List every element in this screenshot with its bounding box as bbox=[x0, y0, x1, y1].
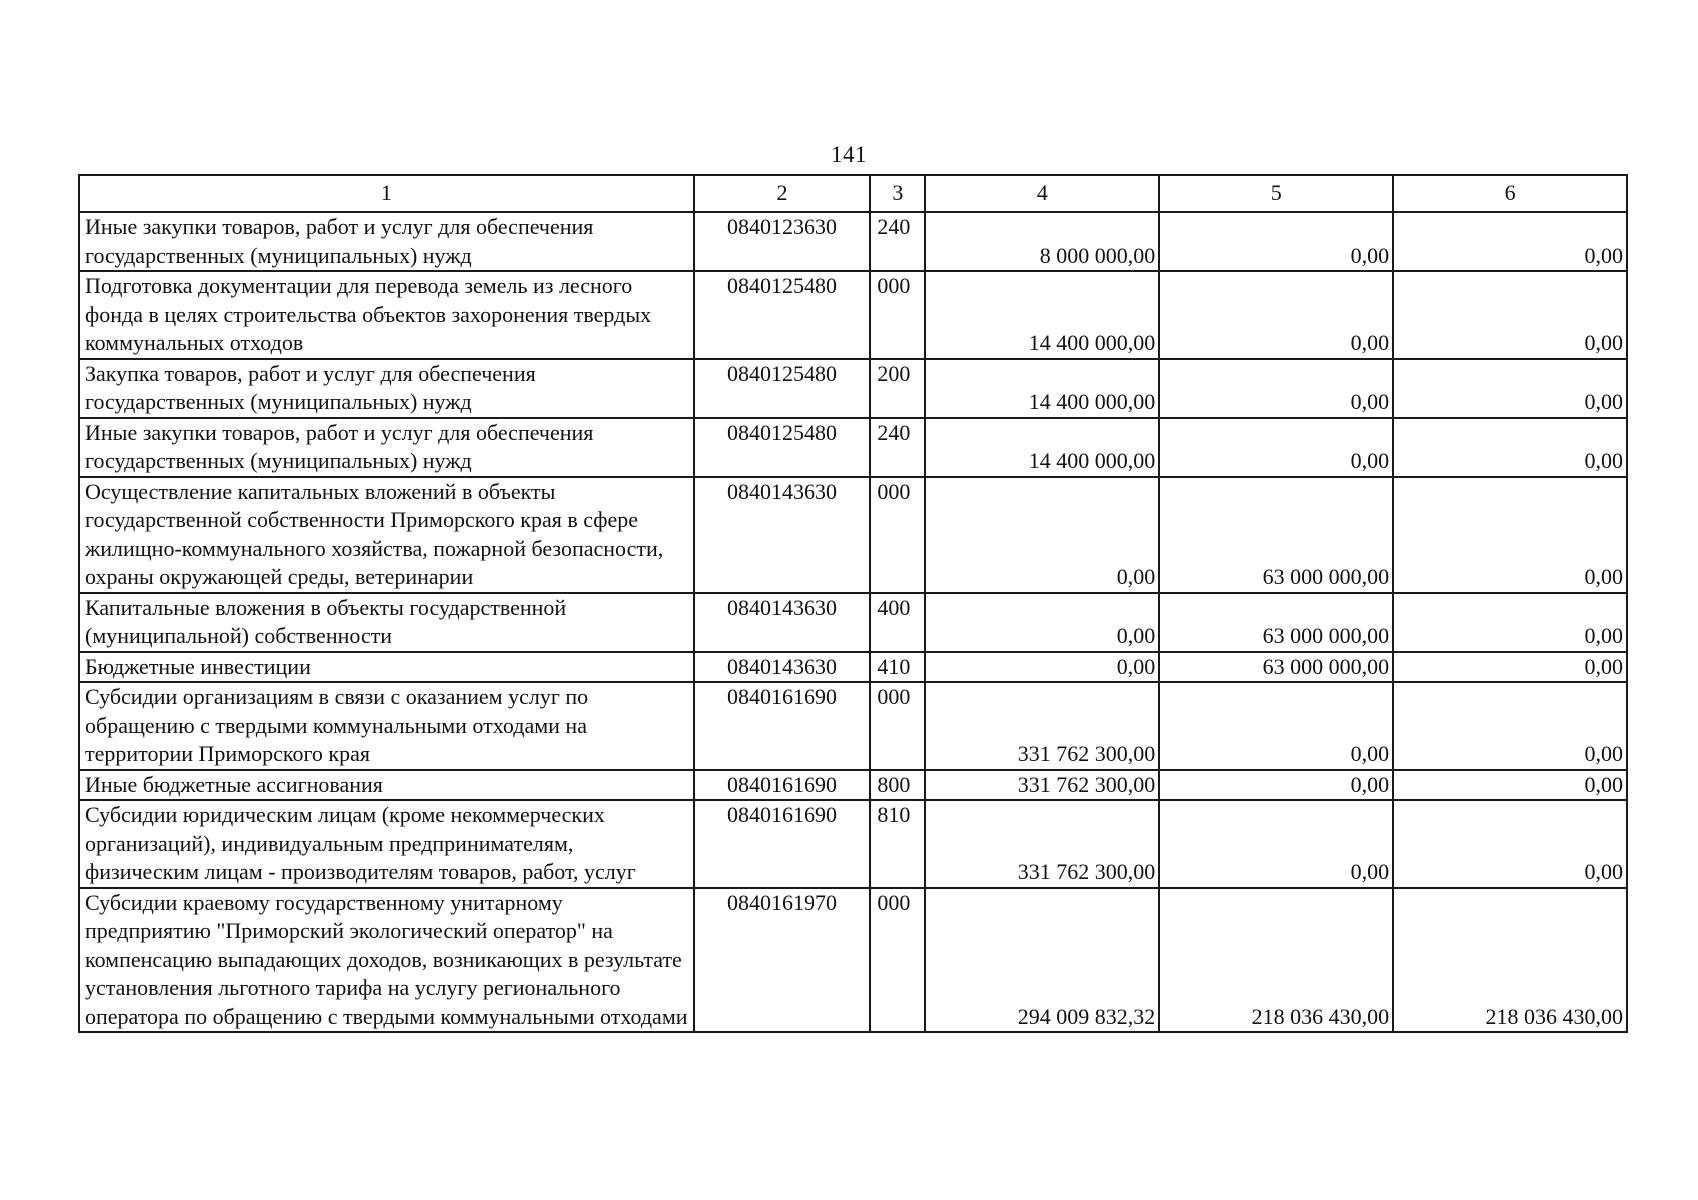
row-value-col6: 0,00 bbox=[1393, 682, 1627, 770]
row-name: Закупка товаров, работ и услуг для обеспечения государственных (муниципальных) нужд bbox=[79, 359, 694, 418]
row-code: 0840161690 bbox=[694, 682, 871, 770]
row-expense-type: 240 bbox=[870, 418, 925, 477]
row-expense-type: 400 bbox=[870, 593, 925, 652]
table-row bbox=[79, 212, 1627, 271]
table-row bbox=[79, 477, 1627, 593]
row-value-col4: 331 762 300,00 bbox=[925, 800, 1159, 888]
row-code: 0840143630 bbox=[694, 593, 871, 652]
row-value-col4: 0,00 bbox=[925, 593, 1159, 652]
row-expense-type: 240 bbox=[870, 212, 925, 271]
table-row bbox=[79, 800, 1627, 888]
row-name: Иные закупки товаров, работ и услуг для обеспечения государственных (муниципальных) нужд bbox=[79, 418, 694, 477]
row-value-col4: 0,00 bbox=[925, 652, 1159, 683]
row-code: 0840161970 bbox=[694, 888, 871, 1033]
table-row bbox=[79, 770, 1627, 801]
row-value-col4: 331 762 300,00 bbox=[925, 682, 1159, 770]
row-value-col6: 0,00 bbox=[1393, 271, 1627, 359]
row-code: 0840125480 bbox=[694, 418, 871, 477]
table-row bbox=[79, 593, 1627, 652]
page-number: 141 bbox=[831, 142, 867, 167]
header-col-2: 2 bbox=[694, 175, 871, 212]
row-expense-type: 800 bbox=[870, 770, 925, 801]
row-value-col5: 0,00 bbox=[1159, 770, 1393, 801]
row-expense-type: 410 bbox=[870, 652, 925, 683]
row-name: Субсидии организациям в связи с оказанием услуг по обращению с твердыми коммунальными отходами на территории Приморского края bbox=[79, 682, 694, 770]
row-value-col4: 14 400 000,00 bbox=[925, 418, 1159, 477]
header-col-1: 1 bbox=[79, 175, 694, 212]
row-name: Осуществление капитальных вложений в объекты государственной собственности Приморского края в сфере жилищно-коммунального хозяйства, пожарной безопасности, охраны окружающей среды, ветеринарии bbox=[79, 477, 694, 593]
row-value-col5: 218 036 430,00 bbox=[1159, 888, 1393, 1033]
row-name: Субсидии юридическим лицам (кроме некоммерческих организаций), индивидуальным предпринимателям, физическим лицам - производителям товаров, работ, услуг bbox=[79, 800, 694, 888]
row-value-col5: 0,00 bbox=[1159, 359, 1393, 418]
table-row bbox=[79, 888, 1627, 1033]
table-row bbox=[79, 418, 1627, 477]
row-value-col6: 0,00 bbox=[1393, 593, 1627, 652]
row-code: 0840161690 bbox=[694, 770, 871, 801]
row-code: 0840125480 bbox=[694, 271, 871, 359]
row-code: 0840123630 bbox=[694, 212, 871, 271]
row-code: 0840143630 bbox=[694, 477, 871, 593]
row-value-col6: 0,00 bbox=[1393, 212, 1627, 271]
row-value-col6: 0,00 bbox=[1393, 652, 1627, 683]
row-value-col6: 0,00 bbox=[1393, 770, 1627, 801]
row-value-col6: 0,00 bbox=[1393, 418, 1627, 477]
table-row bbox=[79, 271, 1627, 359]
table-row bbox=[79, 682, 1627, 770]
row-value-col6: 218 036 430,00 bbox=[1393, 888, 1627, 1033]
row-value-col4: 14 400 000,00 bbox=[925, 359, 1159, 418]
header-col-3: 3 bbox=[870, 175, 925, 212]
row-name: Капитальные вложения в объекты государственной (муниципальной) собственности bbox=[79, 593, 694, 652]
row-code: 0840161690 bbox=[694, 800, 871, 888]
row-expense-type: 000 bbox=[870, 271, 925, 359]
row-code: 0840143630 bbox=[694, 652, 871, 683]
row-value-col5: 0,00 bbox=[1159, 212, 1393, 271]
row-value-col5: 63 000 000,00 bbox=[1159, 652, 1393, 683]
row-name: Иные закупки товаров, работ и услуг для обеспечения государственных (муниципальных) нужд bbox=[79, 212, 694, 271]
row-value-col4: 331 762 300,00 bbox=[925, 770, 1159, 801]
row-value-col5: 63 000 000,00 bbox=[1159, 477, 1393, 593]
row-expense-type: 810 bbox=[870, 800, 925, 888]
header-row bbox=[79, 175, 1627, 212]
row-expense-type: 000 bbox=[870, 682, 925, 770]
table-row bbox=[79, 359, 1627, 418]
row-value-col6: 0,00 bbox=[1393, 359, 1627, 418]
row-name: Подготовка документации для перевода земель из лесного фонда в целях строительства объектов захоронения твердых коммунальных отходов bbox=[79, 271, 694, 359]
row-value-col4: 0,00 bbox=[925, 477, 1159, 593]
header-col-6: 6 bbox=[1393, 175, 1627, 212]
row-value-col4: 14 400 000,00 bbox=[925, 271, 1159, 359]
row-value-col4: 8 000 000,00 bbox=[925, 212, 1159, 271]
row-name: Иные бюджетные ассигнования bbox=[79, 770, 694, 801]
row-expense-type: 200 bbox=[870, 359, 925, 418]
row-value-col5: 0,00 bbox=[1159, 418, 1393, 477]
row-value-col5: 0,00 bbox=[1159, 800, 1393, 888]
row-value-col5: 63 000 000,00 bbox=[1159, 593, 1393, 652]
row-value-col6: 0,00 bbox=[1393, 477, 1627, 593]
header-col-4: 4 bbox=[925, 175, 1159, 212]
row-name: Бюджетные инвестиции bbox=[79, 652, 694, 683]
row-value-col5: 0,00 bbox=[1159, 682, 1393, 770]
row-value-col6: 0,00 bbox=[1393, 800, 1627, 888]
table-row bbox=[79, 652, 1627, 683]
row-code: 0840125480 bbox=[694, 359, 871, 418]
row-name: Субсидии краевому государственному унитарному предприятию "Приморский экологический оператор" на компенсацию выпадающих доходов, возникающих в результате установления льготного тарифа на услугу регионального оператора по обращению с твердыми коммунальными отходами bbox=[79, 888, 694, 1033]
row-value-col4: 294 009 832,32 bbox=[925, 888, 1159, 1033]
row-expense-type: 000 bbox=[870, 477, 925, 593]
row-expense-type: 000 bbox=[870, 888, 925, 1033]
header-col-5: 5 bbox=[1159, 175, 1393, 212]
budget-table bbox=[78, 174, 1628, 1033]
row-value-col5: 0,00 bbox=[1159, 271, 1393, 359]
